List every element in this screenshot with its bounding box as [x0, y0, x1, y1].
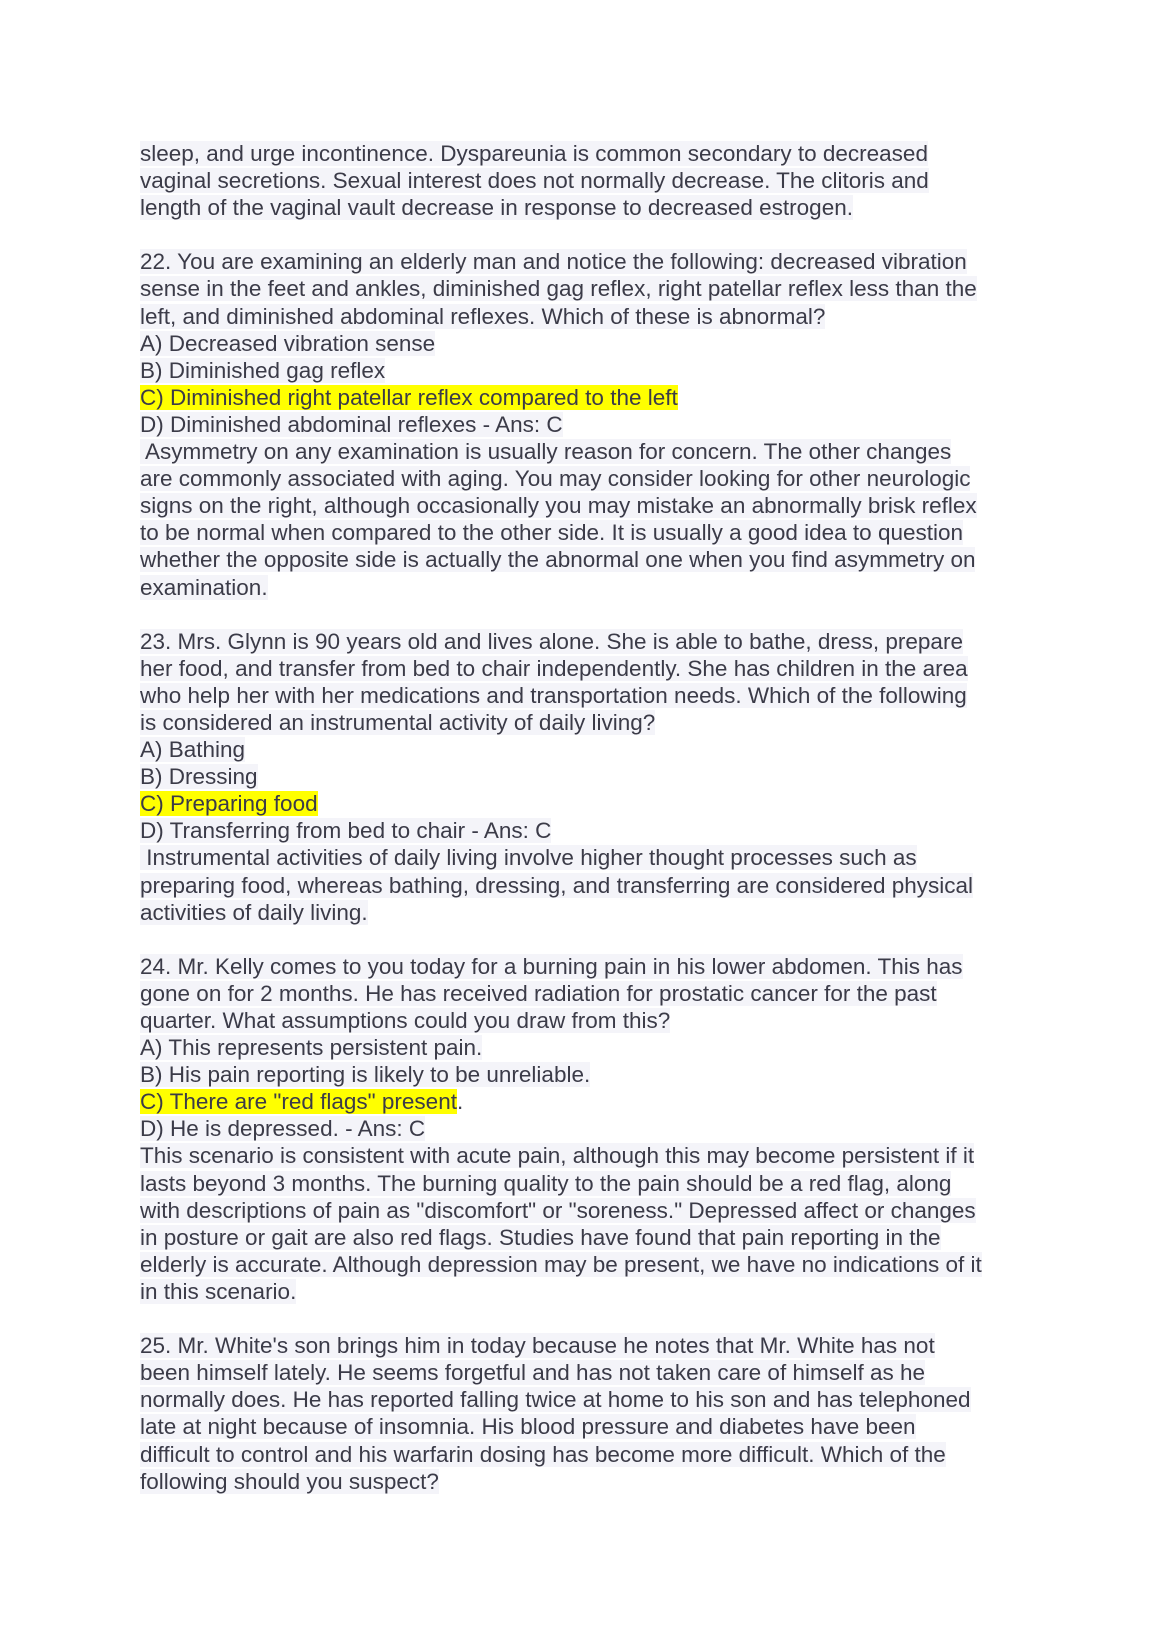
- text-line: vaginal secretions. Sexual interest does not normally decrease. The clitoris and: [140, 168, 929, 194]
- option-c-highlighted: C) Preparing food: [140, 791, 318, 817]
- text-line: sleep, and urge incontinence. Dyspareunia is common secondary to decreased: [140, 141, 928, 166]
- question-text-line: left, and diminished abdominal reflexes. Which of these is abnormal?: [140, 303, 826, 329]
- option-c-highlighted: C) There are "red flags" present.: [140, 1089, 464, 1115]
- option-a: A) Decreased vibration sense: [140, 330, 436, 356]
- question-text-line: 23. Mrs. Glynn is 90 years old and lives alone. She is able to bathe, dress, prepare: [140, 628, 963, 654]
- question-text-line: gone on for 2 months. He has received radiation for prostatic cancer for the past: [140, 980, 937, 1006]
- rationale-line: with descriptions of pain as "discomfort" or "soreness." Depressed affect or changes: [140, 1197, 976, 1223]
- question-text-line: her food, and transfer from bed to chair independently. She has children in the area: [140, 655, 968, 681]
- option-d-answer: D) Transferring from bed to chair - Ans: C: [140, 818, 552, 844]
- rationale-line: preparing food, whereas bathing, dressing, and transferring are considered physical: [140, 872, 973, 898]
- option-a: A) This represents persistent pain.: [140, 1035, 483, 1061]
- rationale-line: in this scenario.: [140, 1278, 297, 1304]
- rationale-line: examination.: [140, 574, 268, 600]
- question-text-line: 25. Mr. White's son brings him in today because he notes that Mr. White has not: [140, 1333, 935, 1359]
- option-c-highlighted: C) Diminished right patellar reflex compared to the left: [140, 384, 678, 410]
- rationale-line: elderly is accurate. Although depression may be present, we have no indications of it: [140, 1251, 982, 1277]
- question-text-line: late at night because of insomnia. His blood pressure and diabetes have been: [140, 1414, 916, 1440]
- question-text-line: normally does. He has reported falling twice at home to his son and has telephoned: [140, 1387, 971, 1413]
- option-d-answer: D) He is depressed. - Ans: C: [140, 1116, 426, 1142]
- question-text-line: following should you suspect?: [140, 1468, 439, 1494]
- rationale-line: lasts beyond 3 months. The burning quality to the pain should be a red flag, along: [140, 1170, 952, 1196]
- paragraph-gap: [140, 1305, 1040, 1332]
- question-text-line: 24. Mr. Kelly comes to you today for a burning pain in his lower abdomen. This has: [140, 953, 963, 979]
- question-text-line: sense in the feet and ankles, diminished gag reflex, right patellar reflex less than the: [140, 276, 977, 302]
- intro-paragraph: [140, 140, 1040, 221]
- question-text-line: quarter. What assumptions could you draw from this?: [140, 1008, 671, 1033]
- question-22: [140, 248, 1040, 600]
- question-23: [140, 628, 1040, 926]
- paragraph-gap: [140, 601, 1040, 628]
- option-b: B) His pain reporting is likely to be unreliable.: [140, 1062, 591, 1088]
- rationale-line: Asymmetry on any examination is usually reason for concern. The other changes: [140, 439, 952, 465]
- rationale-line: signs on the right, although occasionally you may mistake an abnormally brisk reflex: [140, 493, 977, 519]
- option-d-answer: D) Diminished abdominal reflexes - Ans: C: [140, 411, 563, 437]
- paragraph-gap: [140, 221, 1040, 248]
- question-24: [140, 953, 1040, 1305]
- option-b: B) Diminished gag reflex: [140, 357, 386, 383]
- rationale-line: activities of daily living.: [140, 899, 368, 925]
- option-b: B) Dressing: [140, 764, 258, 790]
- option-a: A) Bathing: [140, 737, 246, 763]
- question-text-line: difficult to control and his warfarin dosing has become more difficult. Which of the: [140, 1441, 946, 1467]
- question-text-line: is considered an instrumental activity of daily living?: [140, 709, 656, 735]
- question-text-line: 22. You are examining an elderly man and notice the following: decreased vibration: [140, 249, 967, 275]
- question-text-line: who help her with her medications and transportation needs. Which of the following: [140, 682, 967, 708]
- rationale-line: to be normal when compared to the other side. It is usually a good idea to question: [140, 520, 964, 546]
- rationale-line: This scenario is consistent with acute pain, although this may become persistent if it: [140, 1143, 975, 1169]
- paragraph-gap: [140, 926, 1040, 953]
- rationale-line: whether the opposite side is actually the abnormal one when you find asymmetry on: [140, 547, 976, 573]
- rationale-line: are commonly associated with aging. You may consider looking for other neurologic: [140, 466, 971, 492]
- text-line: length of the vaginal vault decrease in response to decreased estrogen.: [140, 195, 853, 221]
- rationale-line: in posture or gait are also red flags. Studies have found that pain reporting in the: [140, 1224, 941, 1250]
- document-page: [140, 140, 1040, 1495]
- question-text-line: been himself lately. He seems forgetful and has not taken care of himself as he: [140, 1360, 926, 1386]
- rationale-line: Instrumental activities of daily living involve higher thought processes such as: [140, 845, 917, 871]
- question-25: [140, 1332, 1040, 1495]
